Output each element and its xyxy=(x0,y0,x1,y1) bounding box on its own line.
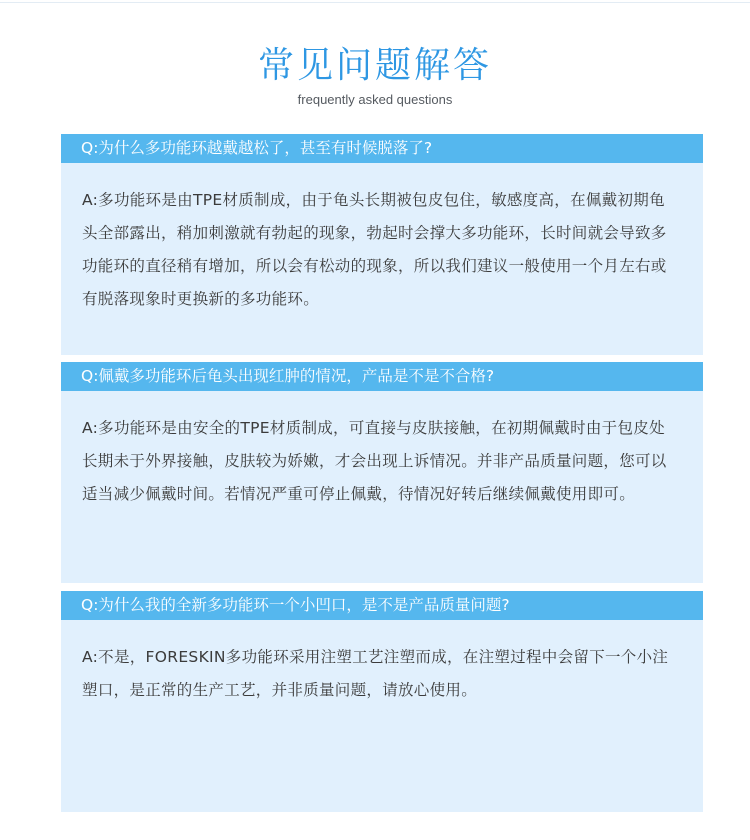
faq-item xyxy=(61,134,703,355)
faq-question: Q:为什么我的全新多功能环一个小凹口，是不是产品质量问题? xyxy=(61,591,703,620)
faq-question: Q:佩戴多功能环后龟头出现红肿的情况，产品是不是不合格? xyxy=(61,362,703,391)
faq-item xyxy=(61,362,703,583)
faq-question: Q:为什么多功能环越戴越松了，甚至有时候脱落了? xyxy=(61,134,703,163)
faq-answer: A:多功能环是由安全的TPE材质制成，可直接与皮肤接触，在初期佩戴时由于包皮处长期未于外界接触，皮肤较为娇嫩，才会出现上诉情况。并非产品质量问题，您可以适当减少佩戴时间。若情况严重可停止佩戴，待情况好转后继续佩戴使用即可。 xyxy=(82,419,667,503)
faq-answer: A:不是，FORESKIN多功能环采用注塑工艺注塑而成，在注塑过程中会留下一个小注塑口，是正常的生产工艺，并非质量问题，请放心使用。 xyxy=(82,648,669,699)
page-title: 常见问题解答 xyxy=(257,45,492,86)
faq-answer: A:多功能环是由TPE材质制成，由于龟头长期被包皮包住，敏感度高，在佩戴初期龟头全部露出，稍加刺激就有勃起的现象，勃起时会撑大多功能环，长时间就会导致多功能环的直径稍有增加，所以会有松动的现象，所以我们建议一般使用一个月左右或有脱落现象时更换新的多功能环。 xyxy=(82,191,667,308)
page-subtitle: frequently asked questions xyxy=(297,92,453,107)
faq-item xyxy=(61,591,703,812)
top-divider xyxy=(0,2,750,3)
page-header xyxy=(0,44,750,108)
